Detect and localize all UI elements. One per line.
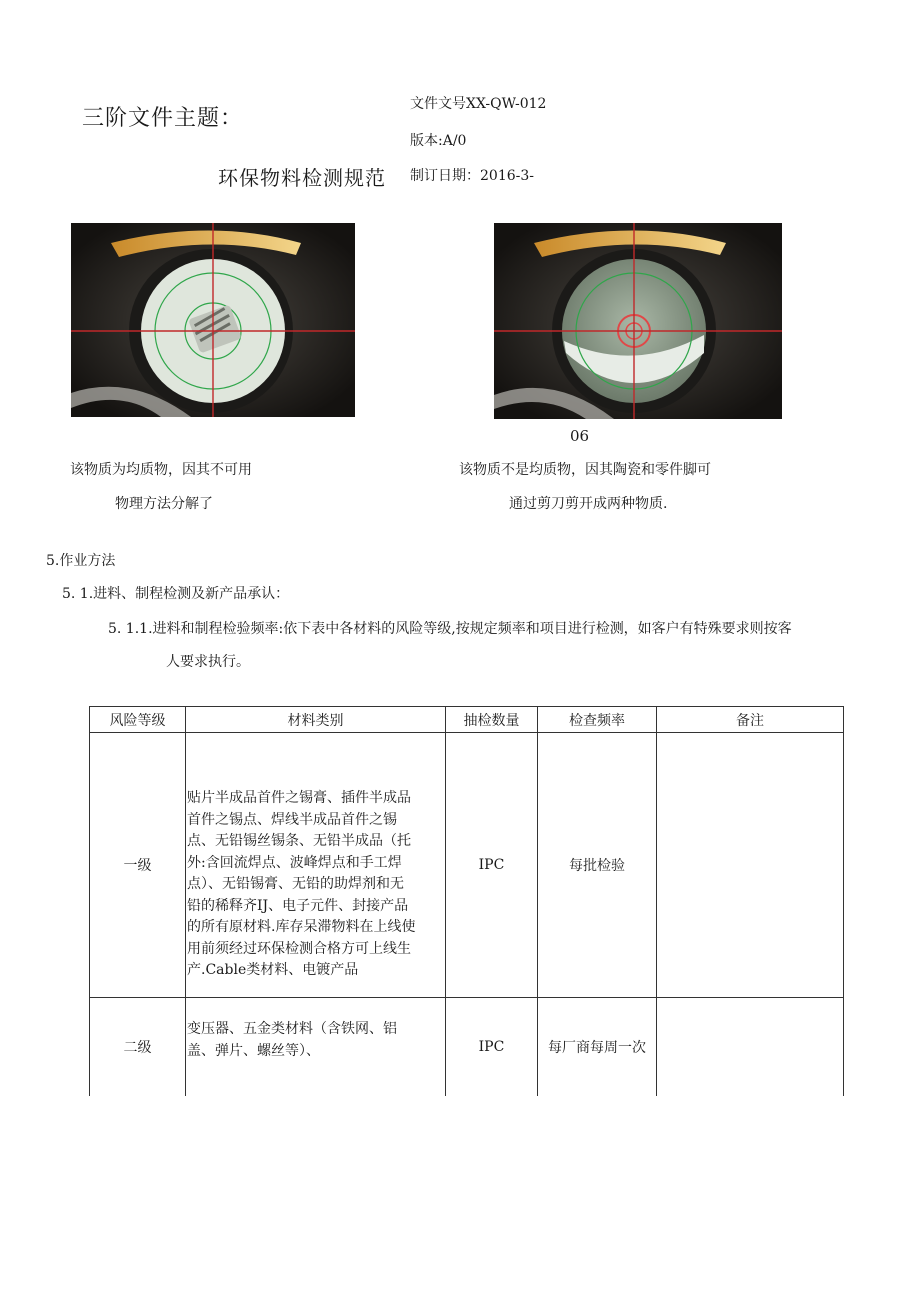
inspection-frequency-cell: 每厂商每周一次 [538, 998, 657, 1097]
material-line: 产.Cable类材料、电镀产品 [187, 962, 359, 979]
subsubsection-line1: 5. 1.1.进料和制程检验频率:依下表中各材料的风险等级,按规定频率和项目进行检测，如客户有特殊要求则按客 [108, 621, 792, 637]
sample-quantity-cell: IPC [446, 998, 538, 1097]
header-remarks: 备注 [657, 707, 844, 733]
left-photo-caption-line1: 该物质为均质物，因其不可用 [70, 462, 252, 478]
material-line: 盖、弹片、螺丝等）、 [187, 1043, 320, 1059]
material-line: 用前须经过环保检测合格方可上线生 [187, 940, 411, 957]
inspection-frequency-cell: 每批检验 [538, 733, 657, 998]
material-line: 的所有原材料.库存呆滞物料在上线使 [187, 919, 416, 936]
document-number: 文件文号XX-QW-012 [410, 96, 547, 112]
material-line: 铅的稀释齐IJ、电子元件、封接产品 [187, 897, 409, 914]
material-line: 变压器、五金类材料（含铁网、铝 [187, 1021, 397, 1037]
material-line: 点）、无铅锡膏、无铅的助焊剂和无 [187, 876, 404, 893]
risk-level-cell: 一级 [90, 733, 186, 998]
right-photo-caption-line2: 通过剪刀剪开成两种物质. [509, 496, 668, 512]
material-line: 首件之锡点、焊线半成品首件之锡 [187, 811, 397, 828]
homogeneous-material-photo [71, 223, 355, 417]
document-date: 制订日期：2016-3- [410, 168, 534, 184]
material-line: 外:含回流焊点、波峰焊点和手工焊 [187, 854, 402, 871]
document-version: 版本:A/0 [410, 133, 467, 149]
table-row [90, 998, 844, 1097]
document-date-continued: 06 [570, 427, 590, 445]
subsubsection-line2: 人要求执行。 [166, 654, 250, 670]
left-photo-caption-line2: 物理方法分解了 [115, 496, 213, 512]
material-line: 点、无铅锡丝锡条、无铅半成品（托 [187, 833, 411, 850]
material-category-cell [186, 733, 446, 998]
risk-level-table [89, 706, 844, 1096]
section-heading: 5.作业方法 [46, 553, 116, 569]
header-risk-level: 风险等级 [90, 707, 186, 733]
document-subtitle: 环保物料检测规范 [218, 166, 386, 190]
header-inspection-frequency: 检查频率 [538, 707, 657, 733]
header-material-category: 材料类别 [186, 707, 446, 733]
subsection-heading: 5. 1.进料、制程检测及新产品承认： [62, 586, 290, 602]
remarks-cell [657, 733, 844, 998]
table-header-row [90, 707, 844, 733]
material-category-cell [186, 998, 446, 1097]
header-sample-quantity: 抽检数量 [446, 707, 538, 733]
document-title: 三阶文件主题： [82, 106, 244, 131]
table-row [90, 733, 844, 998]
remarks-cell [657, 998, 844, 1097]
risk-level-cell: 二级 [90, 998, 186, 1097]
right-photo-caption-line1: 该物质不是均质物，因其陶瓷和零件脚可 [459, 462, 711, 478]
sample-quantity-cell: IPC [446, 733, 538, 998]
non-homogeneous-material-photo [494, 223, 782, 419]
material-line: 贴片半成品首件之锡膏、插件半成品 [187, 790, 411, 807]
